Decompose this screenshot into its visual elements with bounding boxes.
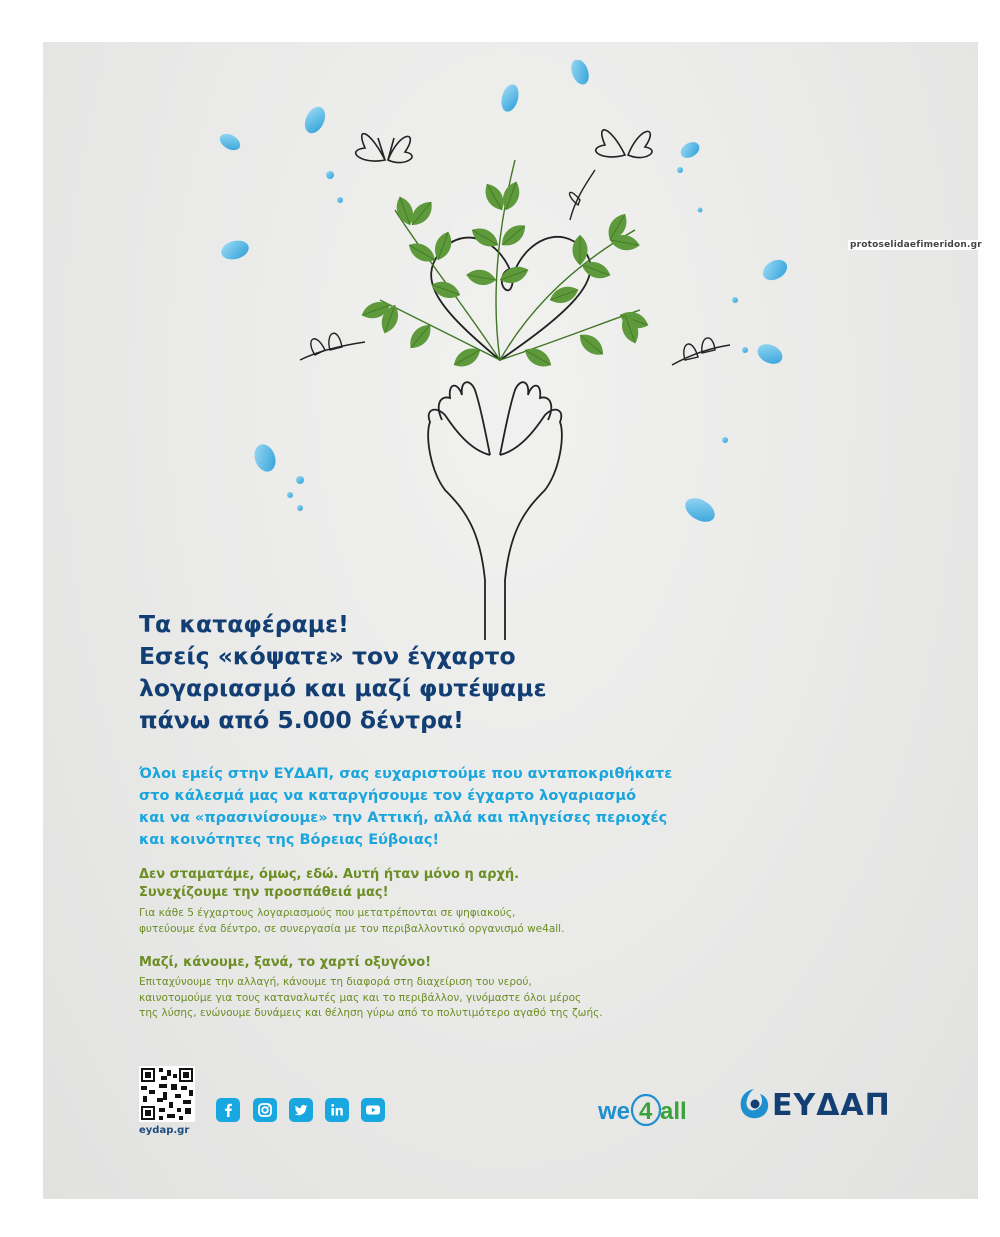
intro-line: Όλοι εμείς στην ΕΥΔΑΠ, σας ευχαριστούμε που ανταποκριθήκατε xyxy=(139,766,673,782)
butterfly-icons xyxy=(356,130,652,163)
we4all-logo-part1: we xyxy=(598,1098,631,1125)
facebook-icon[interactable] xyxy=(216,1098,240,1122)
body-line: καινοτομούμε για τους καταναλωτές μας και το περιβάλλον, γινόμαστε όλοι μέρος xyxy=(139,991,582,1004)
leaf-cluster xyxy=(359,179,651,371)
website-link[interactable]: eydap.gr xyxy=(139,1125,190,1136)
body-line: της λύσης, ενώνουμε δυνάμεις και θέληση γύρω από το πολυτιμότερο αγαθό της ζωής. xyxy=(139,1007,603,1019)
section2-body xyxy=(139,975,603,1022)
linkedin-icon[interactable] xyxy=(325,1098,349,1122)
subheading-line: Συνεχίζουμε την προσπάθειά μας! xyxy=(139,885,389,900)
we4all-logo-digit: 4 xyxy=(639,1098,653,1125)
body-line: Επιταχύνουμε την αλλαγή, κάνουμε τη διαφορά στη διαχείριση του νερού, xyxy=(139,976,532,988)
hands-heart-plant-illustration xyxy=(180,60,820,640)
headline-line: πάνω από 5.000 δέντρα! xyxy=(139,706,464,734)
eydap-brand: ΕΥΔΑΠ xyxy=(772,1088,891,1123)
headline-line: Εσείς «κόψατε» τον έγχαρτο xyxy=(139,642,516,670)
intro-line: και κοινότητες της Βόρειας Εύβοιας! xyxy=(139,832,440,848)
section1-body xyxy=(139,906,564,937)
youtube-icon[interactable] xyxy=(361,1098,385,1122)
intro-line: στο κάλεσμά μας να καταργήσουμε τον έγχαρτο λογαριασμό xyxy=(139,788,637,804)
cupped-hands-line-art xyxy=(428,382,562,640)
headline-line: Τα καταφέραμε! xyxy=(139,610,349,638)
we4all-logo-part2: all xyxy=(660,1098,687,1125)
we4all-logo xyxy=(598,1093,708,1127)
body-line: φυτεύουμε ένα δέντρο, σε συνεργασία με τον περιβαλλοντικό οργανισμό we4all. xyxy=(139,922,565,935)
water-drops xyxy=(217,60,791,527)
headline-line: λογαριασμό και μαζί φυτέψαμε xyxy=(139,674,547,702)
section2-subheading xyxy=(139,954,431,972)
section1-subheading xyxy=(139,866,519,902)
watermark: protoselidaefimeridon.gr xyxy=(850,240,982,250)
body-line: Για κάθε 5 έγχαρτους λογαριασμούς που μετατρέπονται σε ψηφιακούς, xyxy=(139,907,516,919)
headline xyxy=(139,608,547,736)
twitter-icon[interactable] xyxy=(289,1098,313,1122)
eydap-swirl-logo xyxy=(738,1087,770,1123)
subheading-line: Δεν σταματάμε, όμως, εδώ. Αυτή ήταν μόνο η αρχή. xyxy=(139,867,520,882)
intro-line: και να «πρασινίσουμε» την Αττική, αλλά και πληγείσες περιοχές xyxy=(139,810,668,826)
subheading-line: Μαζί, κάνουμε, ξανά, το χαρτί οξυγόνο! xyxy=(139,955,432,970)
intro-paragraph xyxy=(139,763,672,851)
instagram-icon[interactable] xyxy=(253,1098,277,1122)
qr-code[interactable] xyxy=(139,1066,195,1122)
